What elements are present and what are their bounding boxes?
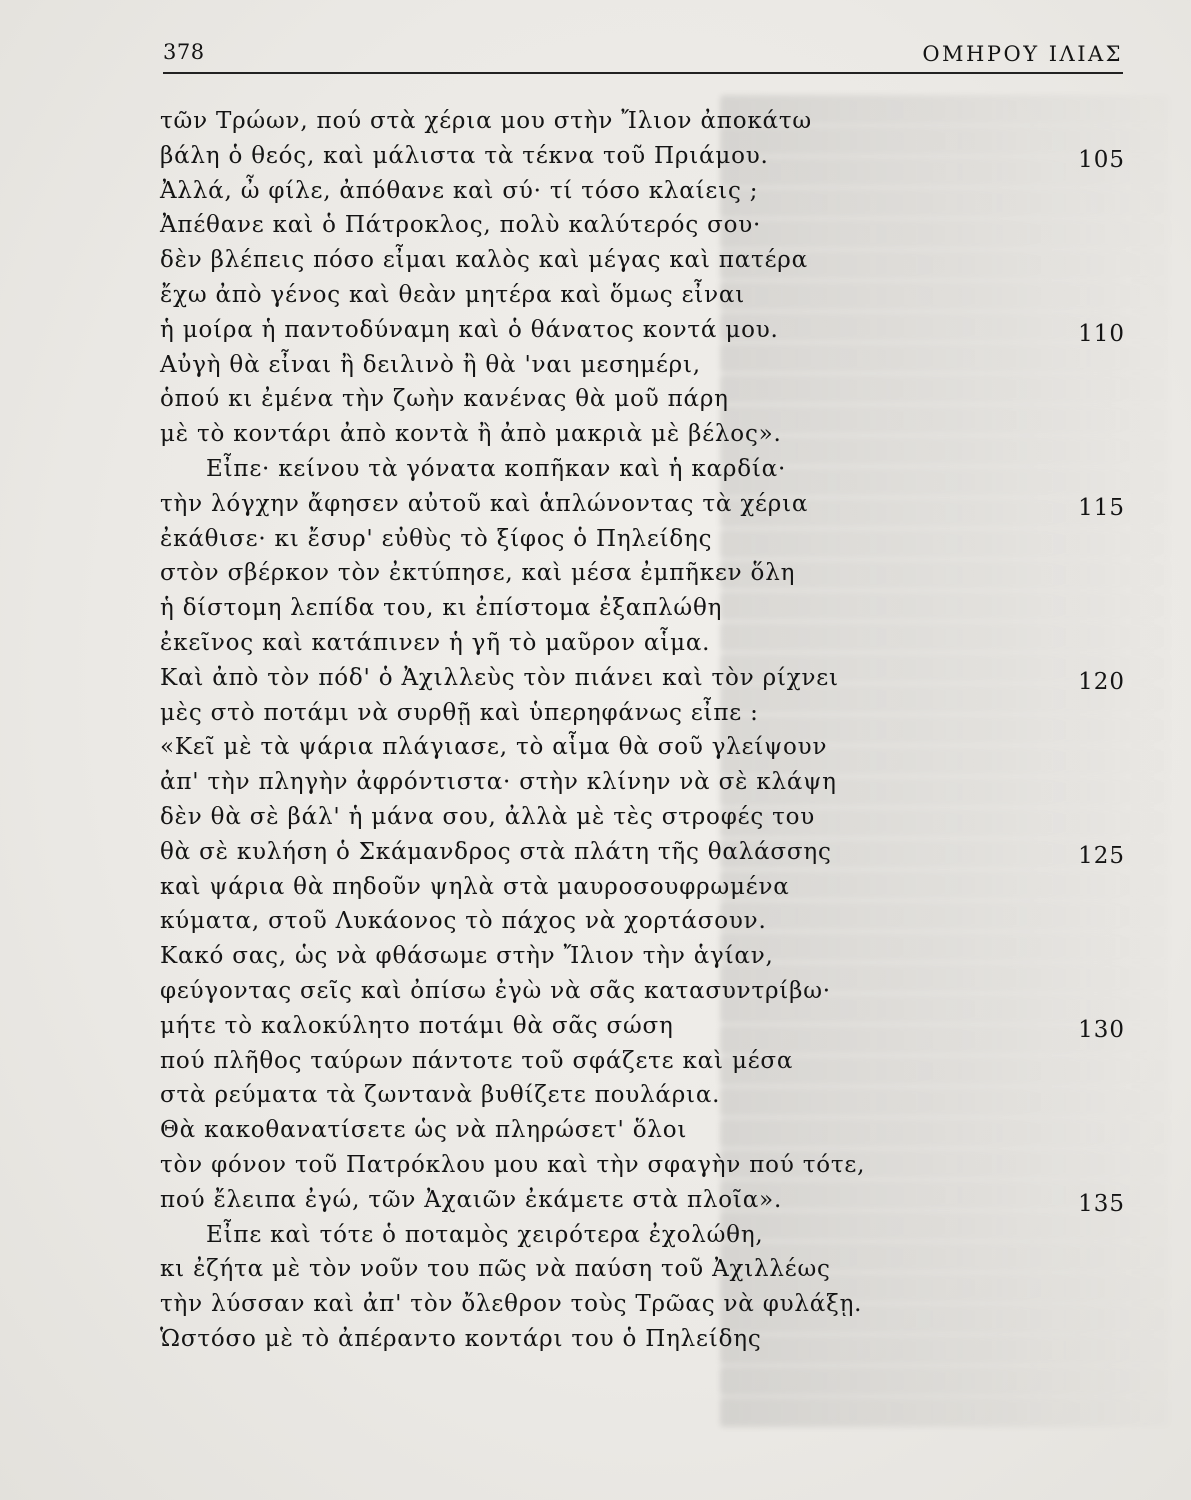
verse-text: τὸν φόνον τοῦ Πατρόκλου μου καὶ τὴν σφαγὴν πού τότε, (160, 1151, 866, 1178)
verse-text: βάλη ὁ θεός, καὶ μάλιστα τὰ τέκνα τοῦ Πριάμου. (160, 142, 769, 169)
verse-text: κύματα, στοῦ Λυκάονος τὸ πάχος νὰ χορτάσουν. (160, 908, 767, 935)
verse-line (160, 835, 1125, 870)
verse-line (160, 696, 1125, 731)
verse-text: ἐκεῖνος καὶ κατάπινεν ἡ γῆ τὸ μαῦρον αἷμα. (160, 629, 711, 656)
verse-text: καὶ ψάρια θὰ πηδοῦν ψηλὰ στὰ μαυροσουφρωμένα (160, 873, 790, 900)
verse-line (160, 1183, 1125, 1218)
verse-text: δὲν θὰ σὲ βάλ' ἡ μάνα σου, ἀλλὰ μὲ τὲς στροφές του (160, 803, 816, 830)
verse-line (160, 313, 1125, 348)
verse-line (160, 1287, 1125, 1322)
verse-line (160, 1044, 1125, 1079)
verse-line (160, 174, 1125, 209)
verse-text: τὴν λόγχην ἄφησεν αὐτοῦ καὶ ἁπλώνοντας τὰ χέρια (160, 490, 809, 517)
verse-line (160, 487, 1125, 522)
verse-line (160, 765, 1125, 800)
verse-text: στὰ ρεύματα τὰ ζωντανὰ βυθίζετε πουλάρια. (160, 1082, 721, 1109)
verse-line (160, 1252, 1125, 1287)
verse-text: στὸν σβέρκον τὸν ἐκτύπησε, καὶ μέσα ἐμπῆκεν ὅλη (160, 560, 796, 587)
verse-line (160, 278, 1125, 313)
verse-text: Θὰ κακοθανατίσετε ὡς νὰ πληρώσετ' ὅλοι (160, 1117, 688, 1144)
running-title: ΟΜΗΡΟΥ ΙΛΙΑΣ (922, 42, 1123, 66)
verse-line (160, 626, 1125, 661)
verse-text: ἀπ' τὴν πληγὴν ἀφρόντιστα· στὴν κλίνην νὰ σὲ κλάψη (160, 769, 837, 796)
verse-text: ἡ μοίρα ἡ παντοδύναμη καὶ ὁ θάνατος κοντά μου. (160, 316, 779, 343)
verse-text: Ἀλλά, ὦ φίλε, ἀπόθανε καὶ σύ· τί τόσο κλαίεις ; (160, 177, 759, 204)
verse-text: κι ἐζήτα μὲ τὸν νοῦν του πῶς νὰ παύση τοῦ Ἀχιλλέως (160, 1256, 831, 1283)
verse-line (160, 556, 1125, 591)
verse-line (160, 591, 1125, 626)
page-number: 378 (163, 40, 205, 64)
verse-line (160, 1078, 1125, 1113)
page-header (163, 30, 1123, 74)
verse-text: Αὐγὴ θὰ εἶναι ἢ δειλινὸ ἢ θὰ 'ναι μεσημέρι, (160, 351, 701, 378)
verse-line (160, 870, 1125, 905)
verse-text: θὰ σὲ κυλήση ὁ Σκάμανδρος στὰ πλάτη τῆς θαλάσσης (160, 838, 832, 865)
verse-list (160, 104, 1125, 1357)
verse-text: μὲς στὸ ποτάμι νὰ συρθῇ καὶ ὑπερηφάνως εἶπε : (160, 699, 759, 726)
verse-line (160, 382, 1125, 417)
verse-text: Εἶπε καὶ τότε ὁ ποταμὸς χειρότερα ἐχολώθη, (206, 1221, 764, 1248)
verse-line (160, 1148, 1125, 1183)
verse-text: μὲ τὸ κοντάρι ἀπὸ κοντὰ ἢ ἀπὸ μακριὰ μὲ βέλος». (160, 421, 782, 448)
verse-text: Καὶ ἀπὸ τὸν πόδ' ὁ Ἀχιλλεὺς τὸν πιάνει καὶ τὸν ρίχνει (160, 664, 839, 691)
verse-text: Κακό σας, ὡς νὰ φθάσωμε στὴν Ἴλιον τὴν ἁγίαν, (160, 943, 774, 970)
verse-line (160, 1113, 1125, 1148)
verse-line (160, 661, 1125, 696)
verse-text: «Κεῖ μὲ τὰ ψάρια πλάγιασε, τὸ αἷμα θὰ σοῦ γλείψουν (160, 734, 828, 761)
verse-text: ἐκάθισε· κι ἔσυρ' εὐθὺς τὸ ξίφος ὁ Πηλείδης (160, 525, 713, 552)
verse-line (160, 974, 1125, 1009)
verse-line (160, 904, 1125, 939)
line-number: 120 (1078, 668, 1125, 695)
verse-line (160, 208, 1125, 243)
verse-line (160, 348, 1125, 383)
verse-line (160, 1009, 1125, 1044)
verse-text: μήτε τὸ καλοκύλητο ποτάμι θὰ σᾶς σώση (160, 1012, 674, 1039)
verse-line (160, 452, 1125, 487)
verse-text: πού πλῆθος ταύρων πάντοτε τοῦ σφάζετε καὶ μέσα (160, 1047, 794, 1074)
header-rule (163, 72, 1123, 74)
verse-line (160, 1218, 1125, 1253)
verse-line (160, 417, 1125, 452)
line-number: 125 (1078, 842, 1125, 869)
verse-line (160, 243, 1125, 278)
verse-text: Εἶπε· κείνου τὰ γόνατα κοπῆκαν καὶ ἡ καρδία· (206, 455, 787, 482)
line-number: 130 (1078, 1016, 1125, 1043)
line-number: 110 (1078, 320, 1125, 347)
verse-text: ἔχω ἀπὸ γένος καὶ θεὰν μητέρα καὶ ὅμως εἶναι (160, 281, 746, 308)
verse-text: τῶν Τρώων, πού στὰ χέρια μου στὴν Ἴλιον ἀποκάτω (160, 108, 812, 134)
verse-line (160, 1322, 1125, 1357)
verse-text: Ἀπέθανε καὶ ὁ Πάτροκλος, πολὺ καλύτερός σου· (160, 212, 762, 239)
verse-text: φεύγοντας σεῖς καὶ ὀπίσω ἐγὼ νὰ σᾶς κατασυντρίβω· (160, 977, 831, 1004)
verse-text: ὁπού κι ἐμένα τὴν ζωὴν κανένας θὰ μοῦ πάρη (160, 386, 729, 413)
verse-text: πού ἔλειπα ἐγώ, τῶν Ἀχαιῶν ἐκάμετε στὰ πλοῖα». (160, 1186, 783, 1213)
verse-line (160, 730, 1125, 765)
verse-line (160, 800, 1125, 835)
line-number: 135 (1078, 1190, 1125, 1217)
verse-line (160, 139, 1125, 174)
verse-text: ἡ δίστομη λεπίδα του, κι ἐπίστομα ἐξαπλώθη (160, 595, 723, 622)
verse-line (160, 939, 1125, 974)
verse-line (160, 522, 1125, 557)
verse-line (160, 104, 1125, 139)
verse-text: Ὡστόσο μὲ τὸ ἀπέραντο κοντάρι του ὁ Πηλείδης (160, 1325, 762, 1352)
verse-text: δὲν βλέπεις πόσο εἶμαι καλὸς καὶ μέγας καὶ πατέρα (160, 247, 808, 274)
verse-text: τὴν λύσσαν καὶ ἀπ' τὸν ὄλεθρον τοὺς Τρῶας νὰ φυλάξῃ. (160, 1291, 863, 1318)
line-number: 105 (1078, 146, 1125, 173)
line-number: 115 (1078, 494, 1125, 521)
